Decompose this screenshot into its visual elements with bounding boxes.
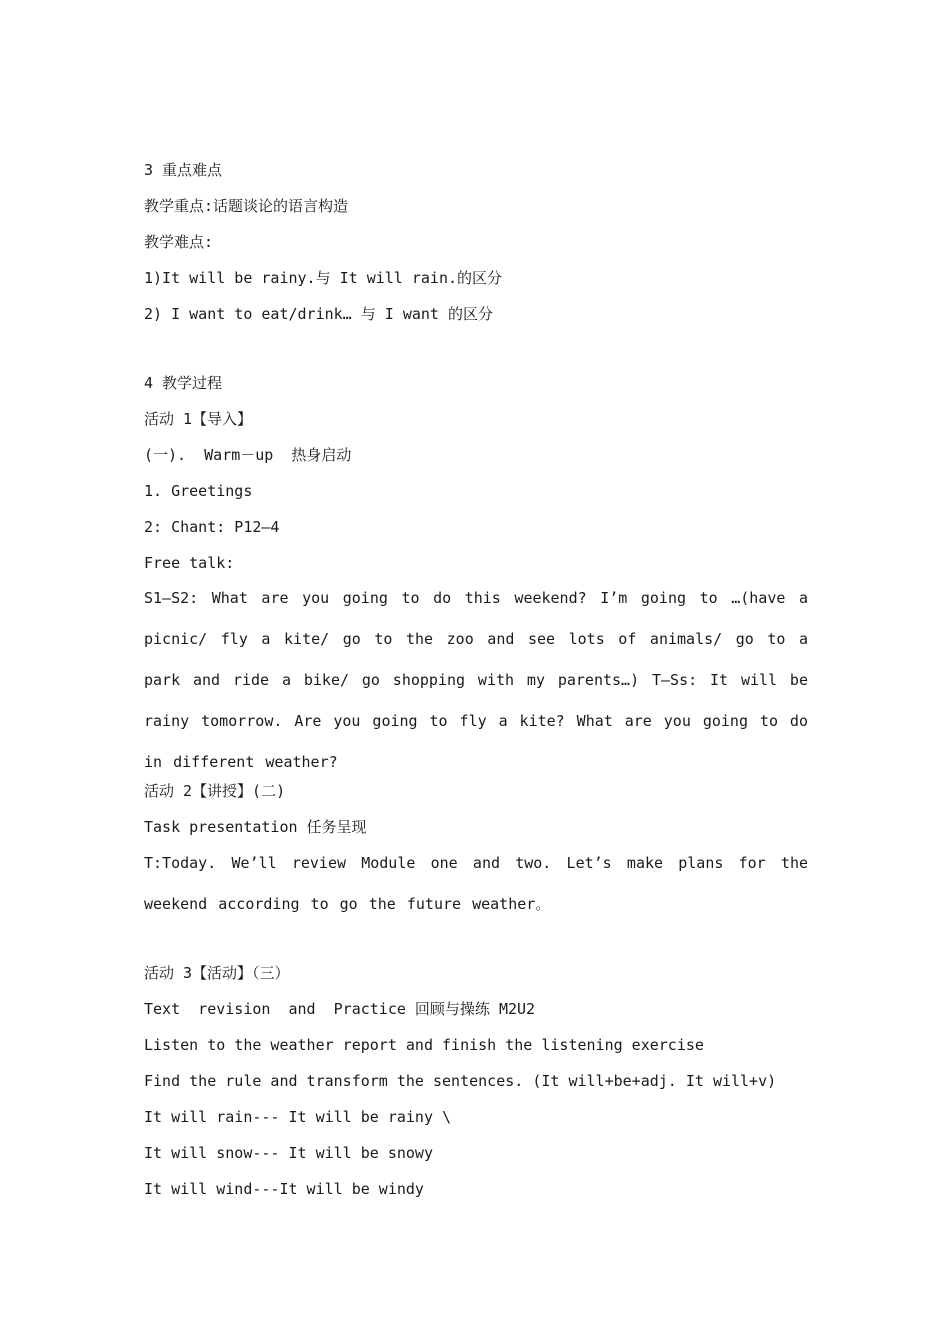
section-4-heading: 4 教学过程	[144, 374, 223, 392]
difficulty-item-2: 2) I want to eat/drink… 与 I want 的区分	[144, 305, 493, 323]
activity-1-item-1: 1. Greetings	[144, 482, 253, 500]
activity-3-line-2: Find the rule and transform the sentences. (It will+be+adj. It will+v)	[144, 1072, 777, 1090]
difficulty-item-1: 1)It will be rainy.与 It will rain.的区分	[144, 269, 503, 287]
example-sentence-2: It will snow--- It will be snowy	[144, 1144, 433, 1162]
activity-2-subtitle: Task presentation 任务呈现	[144, 818, 367, 836]
activity-1-title: 活动 1【导入】	[144, 410, 253, 428]
section-3-heading: 3 重点难点	[144, 161, 223, 179]
activity-2-paragraph: T:Today. We’ll review Module one and two. Let’s make plans for the weekend according to go the future weather。	[144, 854, 808, 913]
activity-3-subtitle: Text revision and Practice 回顾与操练 M2U2	[144, 1000, 536, 1018]
activity-3-title: 活动 3【活动】（三）	[144, 964, 290, 982]
activity-3-line-1: Listen to the weather report and finish the listening exercise	[144, 1036, 704, 1054]
example-sentence-3: It will wind---It will be windy	[144, 1180, 424, 1198]
activity-2-title: 活动 2【讲授】(二)	[144, 782, 286, 800]
free-talk-paragraph: S1—S2: What are you going to do this weekend? I’m going to …(have a picnic/ fly a kite/ go to the zoo and see lots of animals/ go to a park and ride a bike/ go shopping with my parents…) T—Ss: It will be rainy tomorrow. Are you going to fly a kite? What are you going to do in different weather?	[144, 589, 808, 771]
key-point: 教学重点:话题谈论的语言构造	[144, 197, 349, 215]
activity-1-item-2: 2: Chant: P12—4	[144, 518, 280, 536]
activity-1-subtitle: (一). Warm－up 热身启动	[144, 446, 352, 464]
example-sentence-1: It will rain--- It will be rainy \	[144, 1108, 452, 1126]
difficulty-label: 教学难点:	[144, 233, 214, 251]
free-talk-label: Free talk:	[144, 554, 235, 572]
